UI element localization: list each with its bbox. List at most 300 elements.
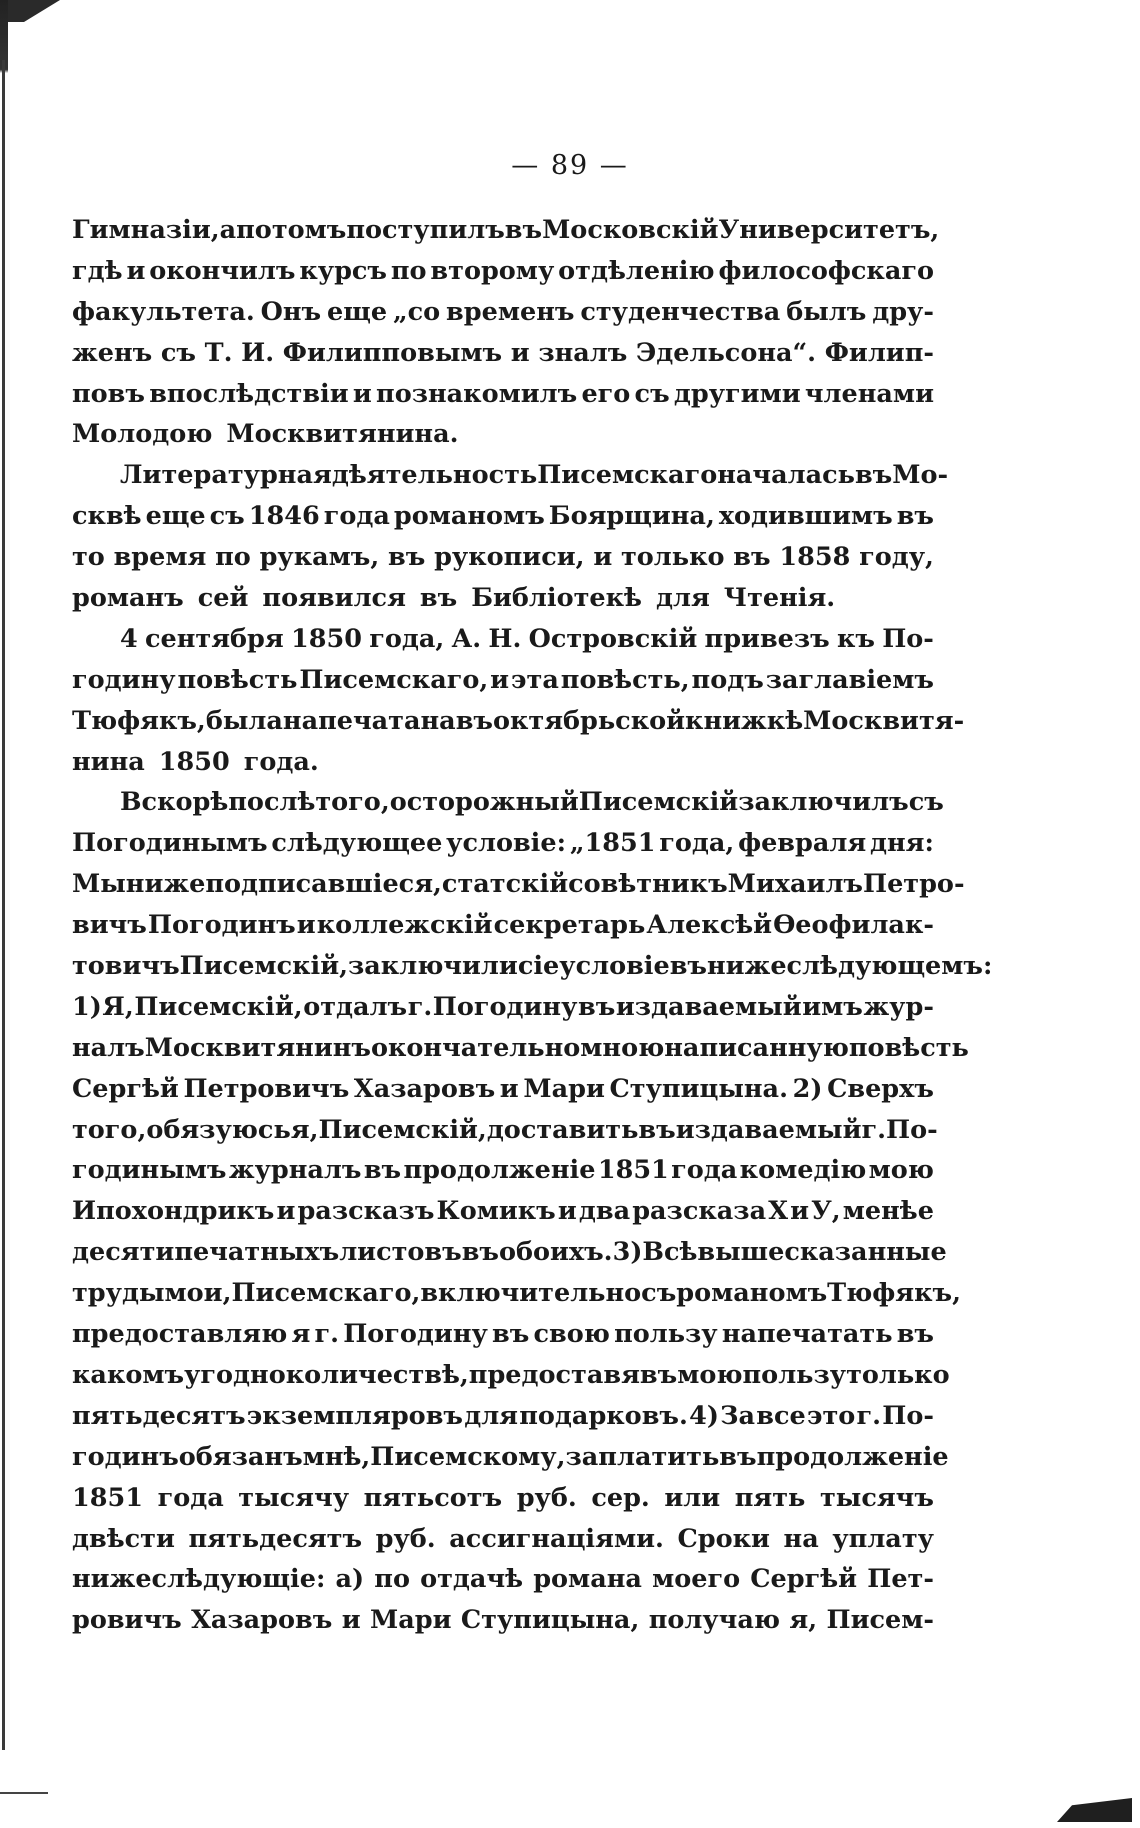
- word: нижеслѣдующемъ:: [707, 951, 993, 982]
- text-line: [72, 1519, 934, 1560]
- scan-corner-mark: [0, 0, 60, 22]
- word: курсъ: [299, 255, 387, 286]
- word: отдалъ: [303, 991, 408, 1022]
- word: 1): [72, 991, 102, 1022]
- word: Филипповымъ: [282, 337, 503, 368]
- word: Сроки: [677, 1523, 770, 1554]
- word: годинъ: [72, 1441, 179, 1472]
- word: вышесказанные: [697, 1237, 947, 1268]
- word: Сергѣй: [72, 1073, 179, 1104]
- word: заключилъ: [738, 787, 909, 818]
- scan-ink-blot: [1057, 1798, 1132, 1822]
- word: Мари: [523, 1073, 605, 1104]
- text-line: [72, 782, 944, 823]
- text-line: [72, 251, 934, 292]
- word: осторожный: [389, 787, 579, 818]
- word: г.: [856, 1400, 882, 1431]
- word: напечатать: [721, 1319, 893, 1350]
- word: съ: [160, 337, 196, 368]
- text-line: [72, 1150, 934, 1191]
- word: Писемскій,: [179, 951, 348, 982]
- word: Ступицына.: [609, 1073, 788, 1104]
- word: Мари: [369, 1605, 452, 1636]
- word: это: [806, 1400, 856, 1431]
- word: для: [655, 583, 710, 614]
- word: Погодину: [343, 1319, 488, 1350]
- word: и: [126, 255, 146, 286]
- word: съ: [641, 1278, 677, 1309]
- word: Петровичъ: [183, 1073, 350, 1104]
- word: Островскій: [528, 623, 698, 654]
- word: Погодинъ: [147, 910, 296, 941]
- word: жур-: [863, 991, 934, 1022]
- word: два: [578, 1196, 631, 1227]
- word: Петро-: [863, 869, 965, 900]
- word: Хазаровъ: [353, 1073, 496, 1104]
- word: двѣсти: [72, 1523, 175, 1554]
- word: года: [323, 501, 390, 532]
- word: заплатить: [565, 1441, 720, 1472]
- word: Ипохондрикъ: [72, 1196, 275, 1227]
- word: Вскорѣ: [120, 787, 229, 818]
- word: По-: [886, 1114, 938, 1145]
- word: съ: [908, 787, 944, 818]
- word: романа: [533, 1564, 642, 1595]
- word: получаю: [648, 1605, 781, 1636]
- word: заключили: [348, 951, 518, 982]
- word: по: [215, 542, 251, 573]
- text-line: [72, 905, 934, 946]
- word: За: [720, 1400, 756, 1431]
- word: Михаилъ: [727, 869, 863, 900]
- scan-left-border: [2, 60, 5, 1750]
- word: поступилъ: [346, 215, 505, 245]
- word: повѣсть: [177, 664, 298, 695]
- text-line: [72, 414, 934, 455]
- word: условіе: [559, 951, 670, 982]
- word: „1851: [569, 828, 656, 859]
- word: комедію: [739, 1155, 867, 1186]
- word: Чтенія.: [723, 583, 836, 614]
- word: Н.: [488, 623, 522, 654]
- word: Университетъ,: [718, 215, 940, 245]
- word: издаваемый: [615, 991, 802, 1022]
- word: разсказъ: [297, 1196, 435, 1227]
- word: продолженіе: [756, 1441, 949, 1472]
- word: мнѣ,: [302, 1441, 371, 1472]
- word: А.: [451, 623, 482, 654]
- word: подарковъ.: [519, 1400, 688, 1431]
- word: г.: [861, 1114, 886, 1145]
- word: Писемскій,: [134, 991, 303, 1022]
- word: и: [276, 1196, 296, 1227]
- word: началась: [717, 460, 855, 491]
- text-line: [72, 210, 940, 251]
- word: романомъ: [393, 501, 545, 532]
- word: тысячъ: [819, 1482, 934, 1513]
- word: дру-: [872, 296, 934, 327]
- text-line: [72, 864, 965, 905]
- word: то: [72, 542, 105, 573]
- word: еще: [327, 296, 388, 327]
- text-line: [72, 742, 934, 783]
- text-line: [72, 496, 934, 537]
- text-line: [72, 946, 993, 987]
- word: время: [113, 542, 207, 573]
- word: февраля: [738, 828, 867, 859]
- word: печатныхъ: [174, 1237, 340, 1268]
- word: повѣсть,: [560, 664, 690, 695]
- word: 1850: [158, 746, 230, 777]
- word: И.: [241, 337, 275, 368]
- word: и: [490, 664, 510, 695]
- word: Гимназіи,: [72, 215, 220, 245]
- word: 2): [792, 1073, 823, 1104]
- word: познакомилъ: [376, 378, 578, 409]
- word: женъ: [72, 337, 153, 368]
- word: еще: [145, 501, 206, 532]
- word: потомъ: [236, 215, 347, 245]
- word: Боярщина,: [548, 501, 715, 532]
- word: пользу: [742, 1359, 847, 1390]
- word: второму: [430, 255, 555, 286]
- word: на: [783, 1523, 819, 1554]
- text-line: [72, 455, 949, 496]
- text-line: [72, 1437, 949, 1478]
- word: нижеслѣдующіе:: [72, 1564, 326, 1595]
- word: въ: [896, 501, 934, 532]
- word: сер.: [591, 1482, 650, 1513]
- word: въ: [419, 583, 458, 614]
- word: 3): [612, 1237, 643, 1268]
- word: ходившимъ: [718, 501, 893, 532]
- word: пять: [734, 1482, 806, 1513]
- word: 1851: [597, 1155, 669, 1186]
- word: членами: [804, 378, 934, 409]
- word: дѣятельность: [331, 460, 538, 491]
- word: Т.: [204, 337, 233, 368]
- word: послѣ: [228, 787, 316, 818]
- word: окончательно: [371, 1032, 581, 1063]
- word: У,: [811, 1196, 841, 1227]
- word: была: [205, 705, 283, 736]
- word: „со: [392, 296, 441, 327]
- word: моего: [652, 1564, 741, 1595]
- word: гдѣ: [72, 255, 123, 286]
- word: доставить: [486, 1114, 639, 1145]
- word: и: [499, 1073, 519, 1104]
- text-line: [72, 1559, 934, 1600]
- word: мою: [677, 1359, 743, 1390]
- text-line: [72, 1069, 934, 1110]
- word: въ: [719, 1441, 757, 1472]
- word: Комикъ: [436, 1196, 556, 1227]
- text-line: [72, 823, 934, 864]
- word: года,: [659, 828, 735, 859]
- word: Хазаровъ: [191, 1605, 333, 1636]
- word: рукамъ,: [259, 542, 380, 573]
- word: разсказа: [632, 1196, 767, 1227]
- word: Я,: [102, 991, 134, 1022]
- word: философскаго: [718, 255, 934, 286]
- text-line: [72, 1600, 934, 1641]
- word: по: [390, 255, 427, 286]
- word: и: [790, 1196, 809, 1227]
- word: руб.: [375, 1523, 436, 1554]
- word: годину: [72, 664, 176, 695]
- word: имъ: [802, 991, 863, 1022]
- text-line: [72, 1110, 938, 1151]
- word: журналъ: [228, 1155, 362, 1186]
- word: рукописи,: [434, 542, 585, 573]
- word: г.: [314, 1319, 339, 1350]
- word: тысячу: [238, 1482, 350, 1513]
- word: слѣдующее: [271, 828, 443, 859]
- word: предоставляю: [72, 1319, 288, 1350]
- word: привезъ: [704, 623, 830, 654]
- word: я: [291, 1319, 311, 1350]
- text-line: [72, 578, 934, 619]
- text-line: [72, 1028, 969, 1069]
- word: Библіотекѣ: [471, 583, 642, 614]
- word: Пет-: [867, 1564, 934, 1595]
- word: эта: [511, 664, 559, 695]
- word: Тюфякъ,: [72, 705, 206, 736]
- word: товичъ: [72, 951, 180, 982]
- word: съ: [634, 378, 670, 409]
- word: года: [671, 1155, 738, 1186]
- word: десяти: [72, 1237, 175, 1268]
- text-line: [72, 619, 934, 660]
- text-line: [72, 374, 934, 415]
- word: 1851: [72, 1482, 143, 1513]
- word: повѣсть: [848, 1032, 969, 1063]
- word: 1850: [290, 623, 362, 654]
- word: а: [219, 215, 237, 245]
- word: Писемскаго,: [299, 664, 489, 695]
- word: Тюфякъ,: [827, 1278, 961, 1309]
- text-line: [72, 1314, 934, 1355]
- word: и: [557, 1196, 577, 1227]
- word: романъ: [72, 583, 184, 614]
- word: его: [581, 378, 631, 409]
- word: Молодою: [72, 419, 213, 450]
- word: въ: [578, 991, 616, 1022]
- word: Филип-: [824, 337, 934, 368]
- word: 4: [120, 623, 138, 654]
- word: 1858: [779, 542, 851, 573]
- word: и: [341, 1605, 361, 1636]
- word: X: [768, 1196, 788, 1227]
- word: годинымъ: [72, 1155, 227, 1186]
- word: и: [593, 542, 613, 573]
- word: ровичъ: [72, 1605, 182, 1636]
- word: года,: [369, 623, 445, 654]
- word: того,: [315, 787, 390, 818]
- word: въ: [638, 1114, 676, 1145]
- word: 1846: [248, 501, 320, 532]
- word: а): [335, 1564, 365, 1595]
- word: совѣтникъ: [568, 869, 728, 900]
- text-line: [72, 333, 934, 374]
- word: секретарь: [493, 910, 646, 941]
- word: По-: [882, 1400, 934, 1431]
- word: листовъ: [339, 1237, 462, 1268]
- word: 4): [689, 1400, 719, 1431]
- word: экземпляровъ: [246, 1400, 463, 1431]
- body-text: [72, 210, 993, 1641]
- word: заглавіемъ: [765, 664, 934, 695]
- word: уплату: [832, 1523, 934, 1554]
- word: временъ: [446, 296, 575, 327]
- word: въ: [896, 1319, 934, 1350]
- text-line: [72, 1478, 934, 1519]
- text-line: [72, 987, 934, 1028]
- word: другими: [673, 378, 801, 409]
- word: впослѣдствіи: [149, 378, 349, 409]
- word: въ: [504, 215, 543, 245]
- word: сіе: [517, 951, 560, 982]
- text-line: [72, 1396, 934, 1437]
- word: и: [352, 378, 372, 409]
- text-line: [72, 1355, 950, 1396]
- word: коллежскій: [316, 910, 493, 941]
- word: октябрьской: [492, 705, 686, 736]
- word: пятьдесятъ: [188, 1523, 363, 1554]
- word: вичъ: [72, 910, 147, 941]
- word: налъ: [72, 1032, 145, 1063]
- word: года.: [243, 746, 319, 777]
- word: мною: [580, 1032, 665, 1063]
- text-line: [72, 701, 965, 742]
- word: пользу: [614, 1319, 718, 1350]
- word: Писем-: [826, 1605, 934, 1636]
- word: По-: [882, 623, 934, 654]
- word: Онъ: [260, 296, 322, 327]
- word: и: [296, 910, 316, 941]
- word: повъ: [72, 378, 145, 409]
- word: въ: [363, 1155, 402, 1186]
- word: обязанъ: [178, 1441, 303, 1472]
- word: въ: [669, 951, 707, 982]
- word: Алексѣй: [646, 910, 773, 941]
- word: Писемскому,: [370, 1441, 566, 1472]
- word: романомъ: [676, 1278, 828, 1309]
- word: мои,: [164, 1278, 232, 1309]
- word: Москвитянина.: [226, 419, 459, 450]
- word: Погодину: [432, 991, 578, 1022]
- word: нина: [72, 746, 145, 777]
- word: зналъ: [538, 337, 628, 368]
- word: условіе:: [446, 828, 567, 859]
- word: г.: [407, 991, 433, 1022]
- word: труды: [72, 1278, 165, 1309]
- word: Писемскаго,: [231, 1278, 421, 1309]
- word: Писемскій: [578, 787, 739, 818]
- word: включительно: [420, 1278, 642, 1309]
- word: Писемскій,: [318, 1114, 487, 1145]
- word: Московскій: [542, 215, 719, 245]
- word: я,: [290, 1114, 319, 1145]
- word: угодно: [184, 1359, 286, 1390]
- word: факультета.: [72, 296, 255, 327]
- word: Всѣ: [642, 1237, 698, 1268]
- word: только: [621, 542, 725, 573]
- word: статскій: [441, 869, 569, 900]
- word: въ: [388, 542, 426, 573]
- word: въ: [461, 1237, 499, 1268]
- word: для: [464, 1400, 519, 1431]
- word: Мо-: [892, 460, 949, 491]
- word: Погодинымъ: [72, 828, 268, 859]
- word: ассигнаціями.: [449, 1523, 664, 1554]
- word: въ: [639, 1359, 678, 1390]
- word: Москвитя-: [803, 705, 965, 736]
- word: только: [846, 1359, 950, 1390]
- word: все: [756, 1400, 806, 1431]
- word: нижеподписавшіеся,: [125, 869, 442, 900]
- word: мою: [868, 1155, 934, 1186]
- word: обоихъ.: [498, 1237, 613, 1268]
- word: пятьдесятъ: [72, 1400, 246, 1431]
- word: сей: [197, 583, 249, 614]
- word: написанную: [664, 1032, 849, 1063]
- word: пятьсотъ: [363, 1482, 503, 1513]
- word: дня:: [870, 828, 934, 859]
- word: съ: [209, 501, 245, 532]
- word: къ: [836, 623, 875, 654]
- scan-margin-tick: [0, 1792, 48, 1794]
- word: сквѣ: [72, 501, 142, 532]
- word: менѣе: [842, 1196, 934, 1227]
- word: предоставя: [468, 1359, 640, 1390]
- word: и: [510, 337, 530, 368]
- text-line: [72, 537, 934, 578]
- word: въ: [733, 542, 771, 573]
- word: году,: [859, 542, 934, 573]
- text-line: [72, 1273, 961, 1314]
- page-number: — 89 —: [511, 150, 629, 181]
- text-line: [72, 1232, 947, 1273]
- word: того,: [72, 1114, 147, 1145]
- word: отдѣленію: [558, 255, 715, 286]
- word: количествѣ,: [285, 1359, 469, 1390]
- word: сентября: [145, 623, 284, 654]
- word: Сверхъ: [827, 1073, 934, 1104]
- word: въ: [854, 460, 893, 491]
- word: Ѳеофилак-: [773, 910, 934, 941]
- word: года: [157, 1482, 224, 1513]
- word: издаваемый: [675, 1114, 862, 1145]
- word: Сергѣй: [750, 1564, 858, 1595]
- text-line: [72, 292, 934, 333]
- word: въ: [455, 705, 493, 736]
- text-line: [72, 660, 934, 701]
- word: Москвитянинъ: [144, 1032, 371, 1063]
- word: напечатана: [282, 705, 456, 736]
- word: книжкѣ: [685, 705, 804, 736]
- word: какомъ: [72, 1359, 185, 1390]
- word: подъ: [691, 664, 764, 695]
- word: Эдельсона“.: [636, 337, 817, 368]
- word: обязуюсь: [146, 1114, 291, 1145]
- word: Писемскаго: [537, 460, 718, 491]
- word: Литературная: [120, 460, 332, 491]
- word: продолженіе: [403, 1155, 596, 1186]
- word: былъ: [786, 296, 867, 327]
- word: въ: [492, 1319, 530, 1350]
- word: руб.: [516, 1482, 577, 1513]
